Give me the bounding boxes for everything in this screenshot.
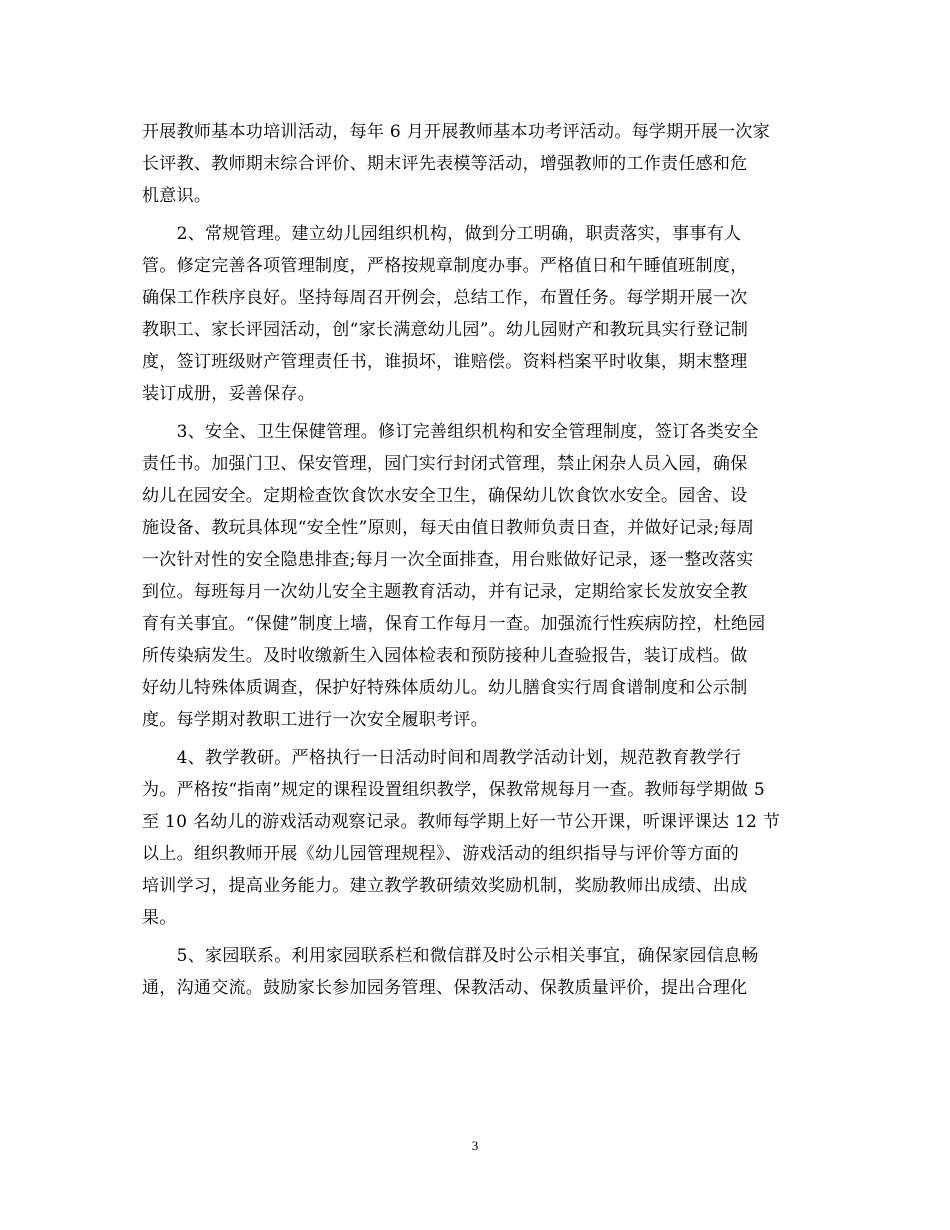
text-line: 长评教、教师期末综合评价、期末评先表模等活动，增强教师的工作责任感和危	[142, 154, 748, 174]
text-line: 果。	[142, 908, 177, 928]
paragraph-intro-continued	[142, 116, 812, 212]
paragraph-home-school-contact	[142, 940, 812, 1004]
text-line: 所传染病发生。及时收缴新生入园体检表和预防接种儿查验报告，装订成档。做	[142, 646, 748, 666]
text-line: 5、家园联系。利用家园联系栏和微信群及时公示相关事宜，确保家园信息畅	[142, 946, 759, 966]
text-line: 到位。每班每月一次幼儿安全主题教育活动，并有记录，定期给家长发放安全教	[142, 582, 748, 602]
text-line: 施设备、教玩具体现“安全性”原则，每天由值日教师负责日查，并做好记录;每周	[142, 518, 755, 538]
text-line: 开展教师基本功培训活动，每年 6 月开展教师基本功考评活动。每学期开展一次家	[142, 122, 771, 142]
paragraph-safety-health	[142, 416, 812, 736]
text-line: 育有关事宜。“保健”制度上墙，保育工作每月一查。加强流行性疾病防控，杜绝园	[142, 614, 766, 634]
text-line: 管。修定完善各项管理制度，严格按规章制度办事。严格值日和午睡值班制度，	[142, 256, 748, 276]
text-line: 幼儿在园安全。定期检查饮食饮水安全卫生，确保幼儿饮食饮水安全。园舍、设	[142, 486, 748, 506]
text-line: 责任书。加强门卫、保安管理，园门实行封闭式管理，禁止闲杂人员入园，确保	[142, 454, 748, 474]
paragraph-routine-management	[142, 218, 812, 410]
text-line: 以上。组织教师开展《幼儿园管理规程》、游戏活动的组织指导与评价等方面的	[142, 844, 739, 864]
text-line: 4、教学教研。严格执行一日活动时间和周教学活动计划，规范教育教学行	[142, 748, 742, 768]
text-line: 好幼儿特殊体质调查，保护好特殊体质幼儿。幼儿膳食实行周食谱制度和公示制	[142, 678, 748, 698]
page-number: 3	[471, 1138, 479, 1153]
document-body	[142, 116, 812, 1004]
text-line: 至 10 名幼儿的游戏活动观察记录。教师每学期上好一节公开课，听课评课达 12 节	[142, 812, 781, 832]
text-line: 度，签订班级财产管理责任书，谁损坏，谁赔偿。资料档案平时收集，期末整理	[142, 352, 748, 372]
text-line: 3、安全、卫生保健管理。修订完善组织机构和安全管理制度，签订各类安全	[142, 422, 759, 442]
text-line: 确保工作秩序良好。坚持每周召开例会，总结工作，布置任务。每学期开展一次	[142, 288, 748, 308]
text-line: 2、常规管理。建立幼儿园组织机构，做到分工明确，职责落实，事事有人	[142, 224, 742, 244]
text-line: 一次针对性的安全隐患排查;每月一次全面排查，用台账做好记录，逐一整改落实	[142, 550, 754, 570]
text-line: 为。严格按“指南”规定的课程设置组织教学，保教常规每月一查。教师每学期做 5	[142, 780, 765, 800]
text-line: 机意识。	[142, 186, 212, 206]
text-line: 度。每学期对教职工进行一次安全履职考评。	[142, 710, 488, 730]
text-line: 装订成册，妥善保存。	[142, 384, 315, 404]
text-line: 教职工、家长评园活动，创“家长满意幼儿园”。幼儿园财产和教玩具实行登记制	[142, 320, 749, 340]
text-line: 通，沟通交流。鼓励家长参加园务管理、保教活动、保教质量评价，提出合理化	[142, 978, 748, 998]
paragraph-teaching-research	[142, 742, 812, 934]
text-line: 培训学习，提高业务能力。建立教学教研绩效奖励机制，奖励教师出成绩、出成	[142, 876, 748, 896]
